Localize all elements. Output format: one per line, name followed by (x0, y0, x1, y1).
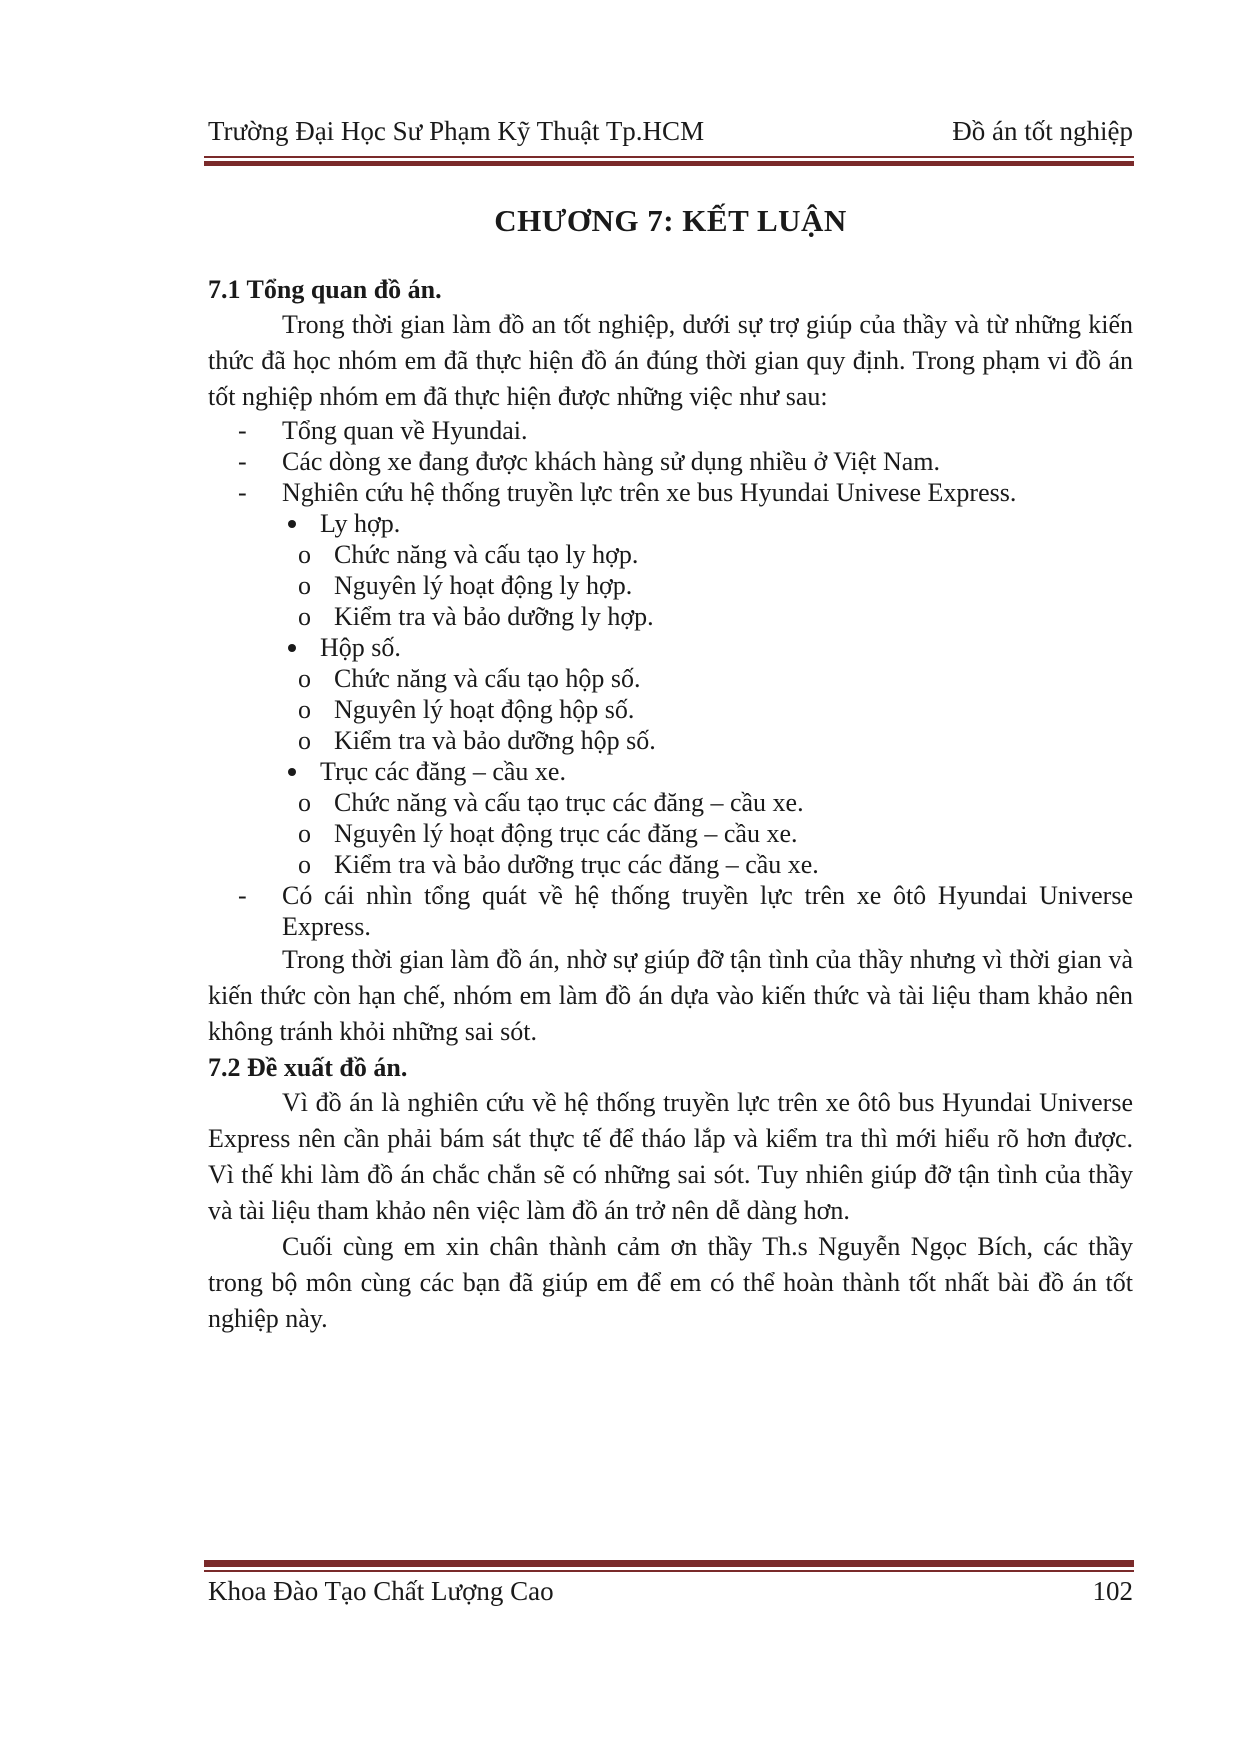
header-school-name: Trường Đại Học Sư Phạm Kỹ Thuật Tp.HCM (208, 116, 705, 146)
footer-rule (204, 1560, 1134, 1572)
sub-item (208, 570, 1133, 601)
dash-marker: - (238, 880, 247, 910)
sub-item (208, 539, 1133, 570)
list-item (208, 446, 1133, 477)
sub-item-text: Chức năng và cấu tạo trục các đăng – cầu xe. (334, 787, 804, 817)
bullet-icon (288, 520, 296, 528)
dash-list (208, 415, 1133, 942)
header-rule (204, 156, 1134, 166)
sub-item-text: Chức năng và cấu tạo hộp số. (334, 663, 641, 693)
paragraph: Trong thời gian làm đồ án, nhờ sự giúp đỡ tận tình của thầy nhưng vì thời gian và kiến thức còn hạn chế, nhóm em làm đồ án dựa vào kiến thức và tài liệu tham khảo nên không tránh khỏi những sai sót. (208, 944, 1133, 1046)
page-content (208, 200, 1133, 1337)
paragraph: Vì đồ án là nghiên cứu về hệ thống truyền lực trên xe ôtô bus Hyundai Universe Express nên cần phải bám sát thực tế để tháo lắp và kiểm tra thì mới hiểu rõ hơn được. Vì thế khi làm đồ án chắc chắn sẽ có những sai sót. Tuy nhiên giúp đỡ tận tình của thầy và tài liệu tham khảo nên việc làm đồ án trở nên dễ dàng hơn. (208, 1088, 1133, 1226)
paragraph: Cuối cùng em xin chân thành cảm ơn thầy Th.s Nguyễn Ngọc Bích, các thầy trong bộ môn cùng các bạn đã giúp em để em có thể hoàn thành tốt nhất bài đồ án tốt nghiệp này. (208, 1232, 1133, 1334)
circle-marker: o (298, 725, 311, 755)
dash-marker: - (238, 446, 247, 476)
sub-item (208, 725, 1133, 756)
dash-marker: - (238, 477, 247, 507)
page-number: 102 (1092, 1576, 1133, 1606)
list-item-text: Các dòng xe đang được khách hàng sử dụng nhiều ở Việt Nam. (282, 446, 940, 476)
sub-item (208, 849, 1133, 880)
section-heading: 7.1 Tổng quan đồ án. (208, 274, 442, 304)
sub-item (208, 787, 1133, 818)
sub-item (208, 818, 1133, 849)
chapter-title: CHƯƠNG 7: KẾT LUẬN (494, 203, 847, 238)
page-header (208, 116, 1133, 156)
list-item (208, 477, 1133, 508)
section-heading: 7.2 Đề xuất đồ án. (208, 1052, 408, 1082)
circle-marker: o (298, 694, 311, 724)
paragraph: Trong thời gian làm đồ an tốt nghiệp, dưới sự trợ giúp của thầy và từ những kiến thức đã học nhóm em đã thực hiện đồ án đúng thời gian quy định. Trong phạm vi đồ án tốt nghiệp nhóm em đã thực hiện được những việc như sau: (208, 309, 1133, 411)
page-footer (208, 1576, 1133, 1616)
list-item (208, 415, 1133, 446)
circle-marker: o (298, 787, 311, 817)
bullet-item (208, 508, 1133, 539)
list-item (208, 880, 1133, 942)
circle-marker: o (298, 818, 311, 848)
sub-item-text: Kiểm tra và bảo dưỡng trục các đăng – cầu xe. (334, 849, 819, 879)
sub-item-text: Chức năng và cấu tạo ly hợp. (334, 539, 639, 569)
sub-item-text: Kiểm tra và bảo dưỡng hộp số. (334, 725, 656, 755)
sub-item (208, 601, 1133, 632)
bullet-text: Ly hợp. (320, 508, 401, 538)
circle-marker: o (298, 570, 311, 600)
header-doc-type: Đồ án tốt nghiệp (952, 116, 1133, 146)
list-item-text: Tổng quan về Hyundai. (282, 415, 528, 445)
circle-marker: o (298, 663, 311, 693)
dash-marker: - (238, 415, 247, 445)
list-item-text: Có cái nhìn tổng quát về hệ thống truyền lực trên xe ôtô Hyundai Universe Express. (282, 880, 1133, 941)
sub-item-text: Kiểm tra và bảo dưỡng ly hợp. (334, 601, 654, 631)
circle-marker: o (298, 849, 311, 879)
bullet-text: Hộp số. (320, 632, 401, 662)
sub-item-text: Nguyên lý hoạt động trục các đăng – cầu xe. (334, 818, 798, 848)
sub-item (208, 694, 1133, 725)
sub-item-text: Nguyên lý hoạt động hộp số. (334, 694, 635, 724)
bullet-item (208, 756, 1133, 787)
circle-marker: o (298, 539, 311, 569)
bullet-icon (288, 768, 296, 776)
list-item-text: Nghiên cứu hệ thống truyền lực trên xe bus Hyundai Univese Express. (282, 477, 1017, 507)
sub-item (208, 663, 1133, 694)
bullet-icon (288, 644, 296, 652)
bullet-item (208, 632, 1133, 663)
circle-marker: o (298, 601, 311, 631)
bullet-text: Trục các đăng – cầu xe. (320, 756, 566, 786)
footer-faculty-name: Khoa Đào Tạo Chất Lượng Cao (208, 1576, 554, 1606)
sub-item-text: Nguyên lý hoạt động ly hợp. (334, 570, 633, 600)
